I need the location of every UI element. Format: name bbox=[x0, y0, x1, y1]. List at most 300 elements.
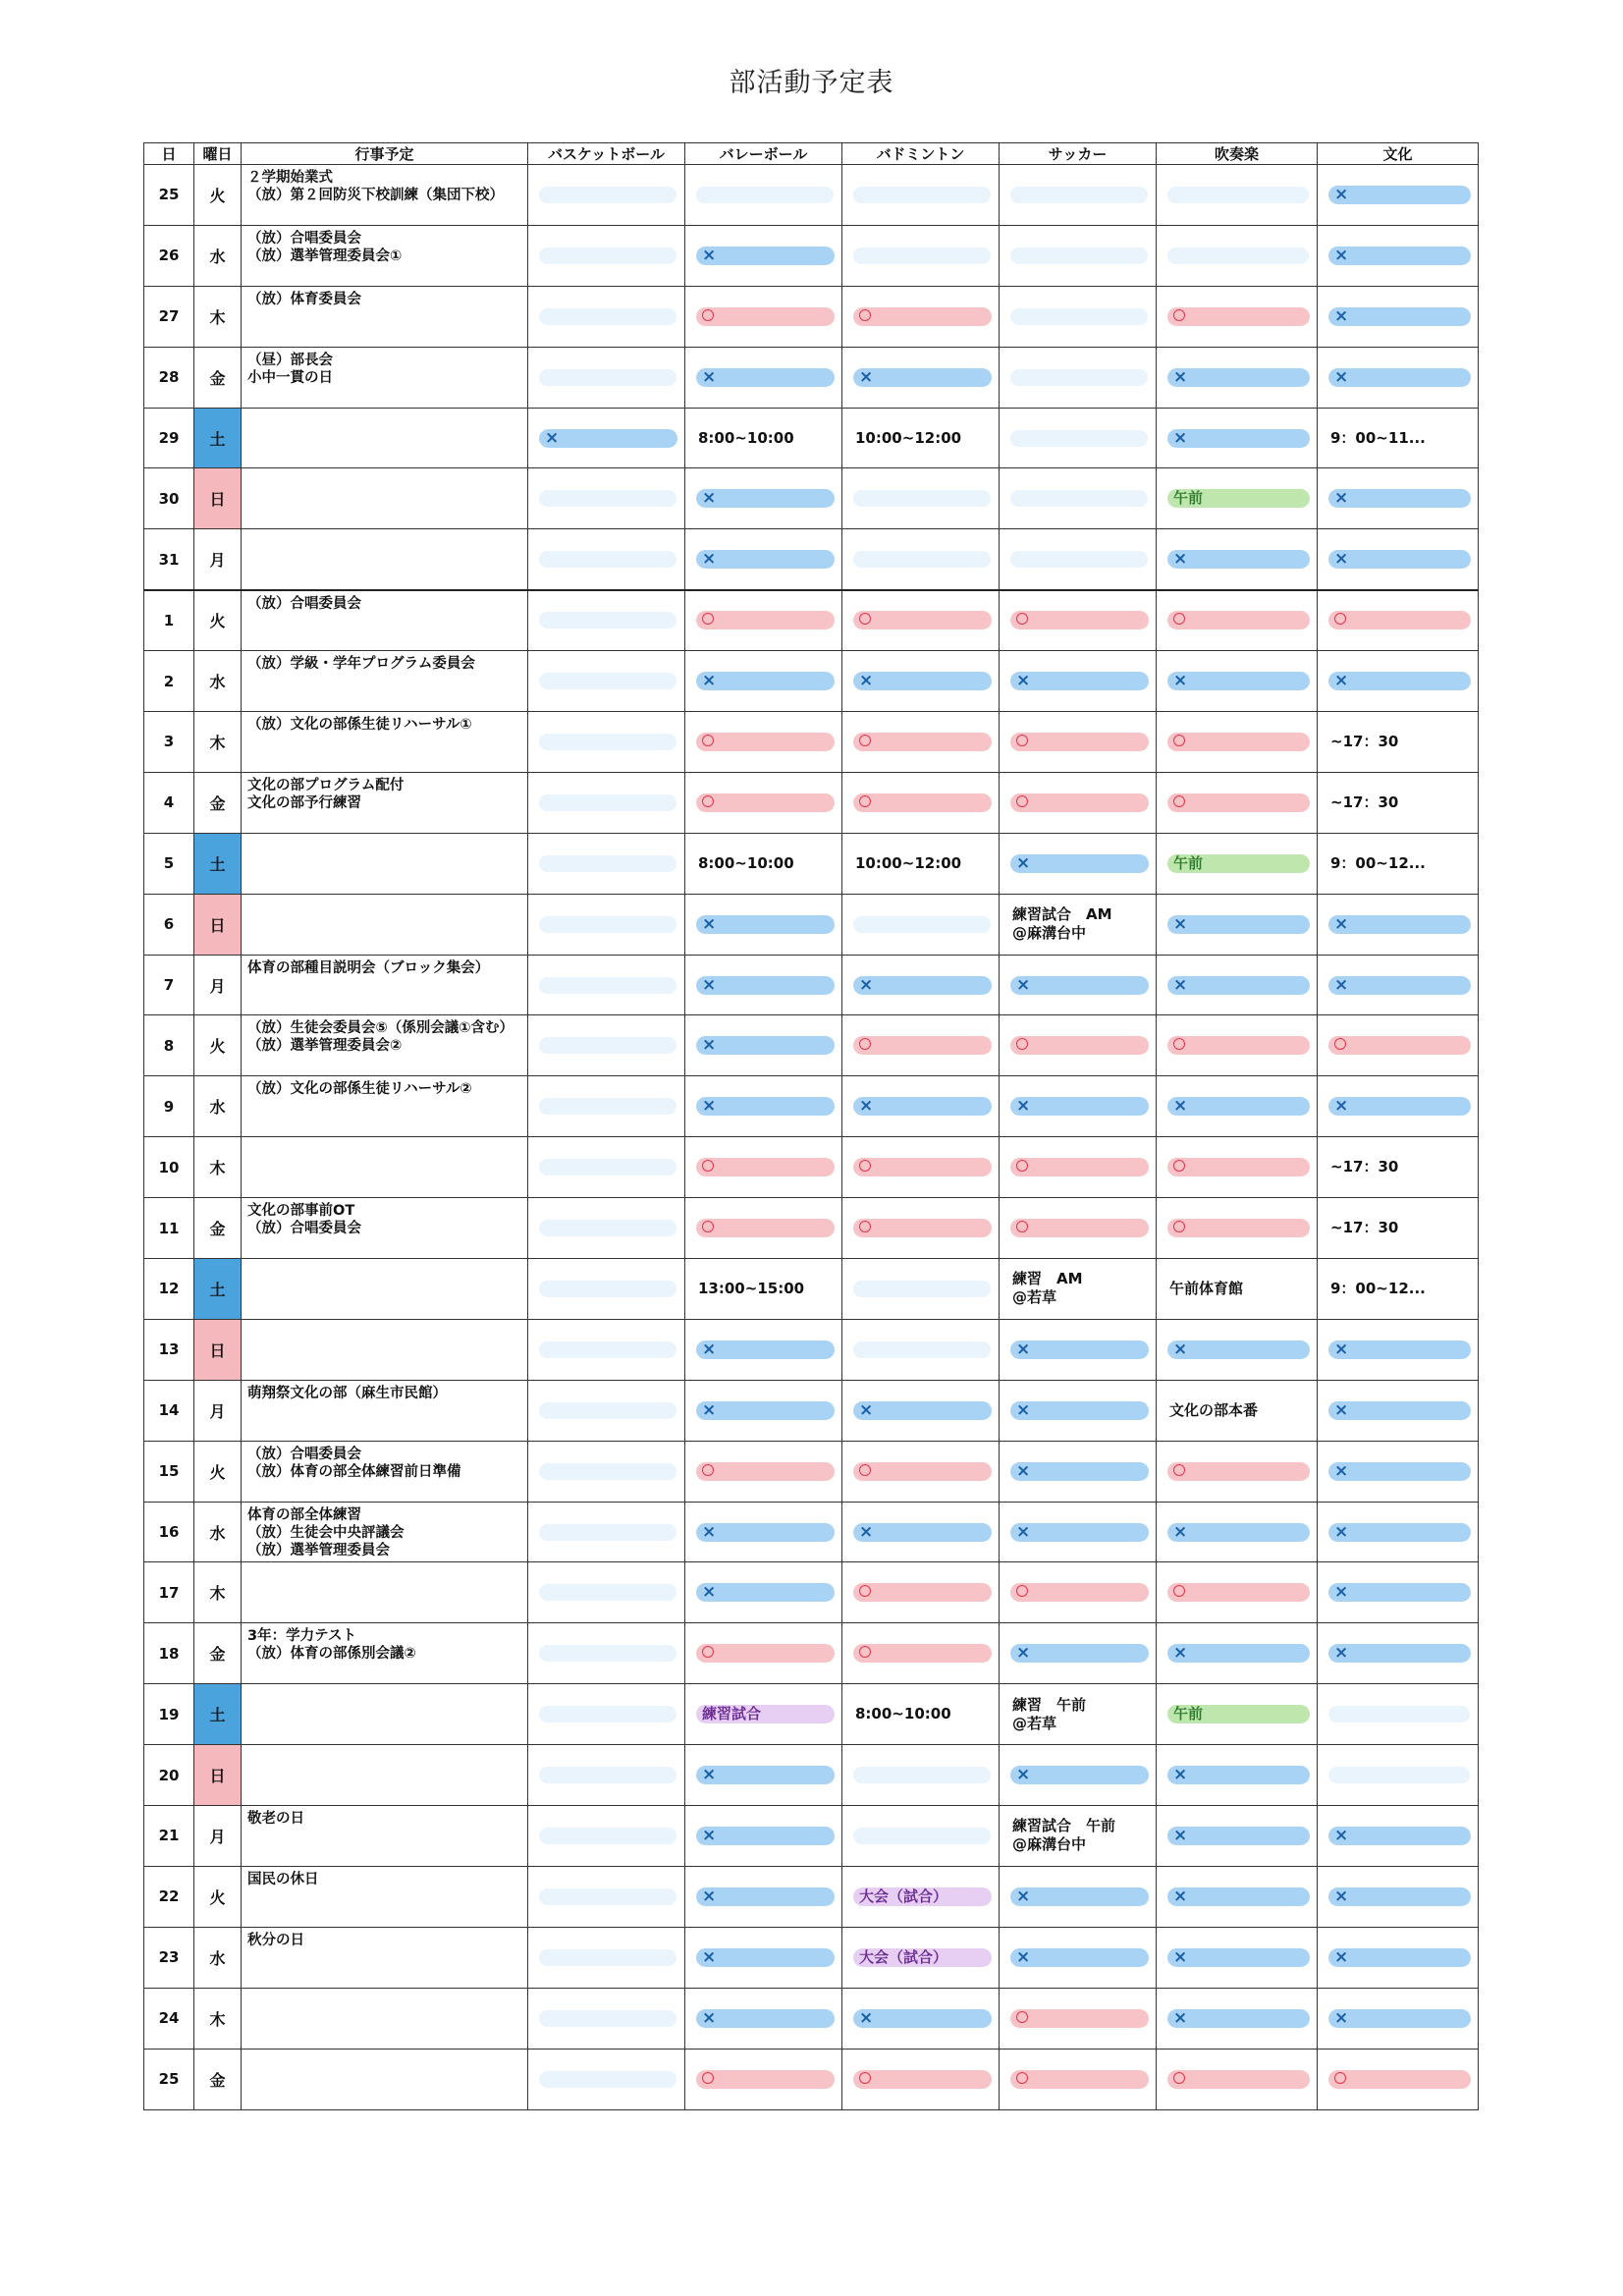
blank-bar bbox=[539, 1037, 676, 1054]
no-activity-mark bbox=[1328, 1401, 1471, 1420]
table-row bbox=[144, 1380, 1479, 1441]
cell-basketball bbox=[528, 165, 685, 226]
cell-soccer bbox=[1000, 590, 1157, 651]
cell-soccer bbox=[1000, 1866, 1157, 1927]
blank-bar bbox=[539, 1645, 676, 1662]
morning-badge: 午前 bbox=[1167, 1705, 1310, 1723]
activity-mark bbox=[696, 1158, 835, 1176]
time-text: 8:00~10:00 bbox=[855, 1705, 951, 1723]
cell-brass-band bbox=[1157, 1319, 1318, 1380]
cell-culture bbox=[1318, 1076, 1479, 1137]
cell-brass-band bbox=[1157, 225, 1318, 286]
cross-icon: × bbox=[1173, 1886, 1188, 1906]
header-soccer: サッカー bbox=[1000, 143, 1157, 165]
events-cell bbox=[242, 529, 528, 590]
cell-basketball bbox=[528, 1745, 685, 1806]
match-badge: 練習試合 bbox=[696, 1705, 835, 1723]
circle-icon bbox=[1016, 1038, 1028, 1050]
cell-culture bbox=[1318, 165, 1479, 226]
cross-icon: × bbox=[1173, 2008, 1188, 2028]
table-row bbox=[144, 1745, 1479, 1806]
cell-basketball bbox=[528, 1502, 685, 1562]
no-activity-mark bbox=[853, 1401, 992, 1420]
cell-soccer bbox=[1000, 1380, 1157, 1441]
blank-bar bbox=[539, 551, 676, 568]
cross-icon: × bbox=[859, 672, 874, 691]
time-text: 9：00~12... bbox=[1330, 1279, 1426, 1297]
blank-bar bbox=[539, 1220, 676, 1236]
table-row bbox=[144, 347, 1479, 408]
cross-icon: × bbox=[702, 246, 717, 265]
events-cell: 体育の部種目説明会（ブロック集会） bbox=[242, 955, 528, 1015]
events-cell: （昼）部長会 小中一貫の日 bbox=[242, 347, 528, 408]
header-brass-band: 吹奏楽 bbox=[1157, 143, 1318, 165]
circle-icon bbox=[1173, 1464, 1185, 1476]
activity-mark bbox=[1010, 611, 1149, 629]
cell-basketball bbox=[528, 1076, 685, 1137]
no-activity-mark bbox=[1328, 489, 1471, 508]
events-cell: （放）学級・学年プログラム委員会 bbox=[242, 651, 528, 712]
blank-bar bbox=[853, 1828, 991, 1844]
cell-basketball bbox=[528, 651, 685, 712]
cell-basketball bbox=[528, 1319, 685, 1380]
activity-mark bbox=[1328, 611, 1471, 629]
table-row bbox=[144, 1927, 1479, 1988]
table-row bbox=[144, 1684, 1479, 1745]
events-cell bbox=[242, 468, 528, 529]
weekday-cell: 木 bbox=[194, 1137, 242, 1198]
cell-volleyball bbox=[685, 286, 842, 347]
cross-icon: × bbox=[1016, 1522, 1031, 1542]
table-row bbox=[144, 894, 1479, 955]
circle-icon bbox=[1173, 2072, 1185, 2084]
weekday-cell: 水 bbox=[194, 1927, 242, 1988]
table-row bbox=[144, 590, 1479, 651]
cell-volleyball bbox=[685, 833, 842, 894]
activity-mark bbox=[1167, 307, 1310, 326]
cell-volleyball bbox=[685, 347, 842, 408]
table-row bbox=[144, 408, 1479, 468]
cell-badminton bbox=[842, 529, 1000, 590]
cell-brass-band bbox=[1157, 529, 1318, 590]
cell-culture bbox=[1318, 408, 1479, 468]
cell-basketball bbox=[528, 772, 685, 833]
no-activity-mark bbox=[1167, 1887, 1310, 1906]
cell-badminton bbox=[842, 468, 1000, 529]
cell-volleyball bbox=[685, 955, 842, 1015]
blank-bar bbox=[539, 490, 676, 507]
cell-badminton bbox=[842, 347, 1000, 408]
cell-culture bbox=[1318, 651, 1479, 712]
cell-soccer bbox=[1000, 1259, 1157, 1320]
blank-bar bbox=[539, 1524, 676, 1541]
cross-icon: × bbox=[1173, 1766, 1188, 1785]
no-activity-mark bbox=[1010, 854, 1149, 873]
blank-bar bbox=[539, 187, 676, 203]
cell-badminton bbox=[842, 408, 1000, 468]
no-activity-mark bbox=[1167, 1827, 1310, 1845]
no-activity-mark bbox=[853, 1097, 992, 1116]
weekday-cell: 金 bbox=[194, 772, 242, 833]
circle-icon bbox=[859, 2072, 871, 2084]
cross-icon: × bbox=[1016, 1766, 1031, 1785]
circle-icon bbox=[1016, 613, 1028, 625]
activity-mark bbox=[853, 611, 992, 629]
cell-basketball bbox=[528, 1806, 685, 1867]
weekday-cell: 土 bbox=[194, 1259, 242, 1320]
no-activity-mark bbox=[1328, 186, 1471, 204]
cell-culture bbox=[1318, 347, 1479, 408]
cell-volleyball bbox=[685, 529, 842, 590]
weekday-cell: 金 bbox=[194, 1623, 242, 1684]
cross-icon: × bbox=[1334, 1097, 1349, 1117]
cross-icon: × bbox=[1016, 975, 1031, 995]
weekday-cell: 土 bbox=[194, 408, 242, 468]
cross-icon: × bbox=[702, 1947, 717, 1967]
cross-icon: × bbox=[1173, 550, 1188, 570]
activity-mark bbox=[1167, 1583, 1310, 1602]
cell-brass-band bbox=[1157, 1745, 1318, 1806]
activity-mark bbox=[696, 611, 835, 629]
cell-soccer bbox=[1000, 1745, 1157, 1806]
table-row bbox=[144, 1198, 1479, 1259]
weekday-cell: 日 bbox=[194, 1319, 242, 1380]
cross-icon: × bbox=[1173, 428, 1188, 448]
cross-icon: × bbox=[859, 2008, 874, 2028]
weekday-cell: 水 bbox=[194, 651, 242, 712]
schedule-body bbox=[144, 165, 1479, 2110]
cell-culture bbox=[1318, 833, 1479, 894]
cell-soccer bbox=[1000, 1076, 1157, 1137]
cell-soccer bbox=[1000, 1806, 1157, 1867]
cross-icon: × bbox=[1173, 1522, 1188, 1542]
no-activity-mark bbox=[1328, 1523, 1471, 1542]
no-activity-mark bbox=[696, 1827, 835, 1845]
blank-bar bbox=[539, 734, 676, 750]
cell-culture bbox=[1318, 955, 1479, 1015]
cell-badminton bbox=[842, 1623, 1000, 1684]
time-text: 午前体育館 bbox=[1169, 1279, 1244, 1297]
cross-icon: × bbox=[702, 1583, 717, 1603]
no-activity-mark bbox=[1167, 368, 1310, 387]
cell-culture bbox=[1318, 468, 1479, 529]
cell-culture bbox=[1318, 1137, 1479, 1198]
weekday-cell: 月 bbox=[194, 955, 242, 1015]
cross-icon: × bbox=[1016, 853, 1031, 873]
circle-icon bbox=[1173, 613, 1185, 625]
date-cell: 7 bbox=[144, 955, 194, 1015]
cross-icon: × bbox=[702, 1097, 717, 1117]
cell-badminton bbox=[842, 286, 1000, 347]
no-activity-mark bbox=[1328, 976, 1471, 995]
cell-basketball bbox=[528, 1562, 685, 1623]
cell-brass-band bbox=[1157, 2049, 1318, 2109]
cell-volleyball bbox=[685, 1198, 842, 1259]
date-cell: 11 bbox=[144, 1198, 194, 1259]
no-activity-mark bbox=[1010, 1462, 1149, 1481]
activity-mark bbox=[1167, 2070, 1310, 2089]
cross-icon: × bbox=[1334, 1400, 1349, 1420]
cross-icon: × bbox=[1334, 672, 1349, 691]
cell-volleyball bbox=[685, 1806, 842, 1867]
activity-mark bbox=[696, 793, 835, 812]
cell-volleyball bbox=[685, 1319, 842, 1380]
table-row bbox=[144, 1502, 1479, 1562]
blank-bar bbox=[853, 187, 991, 203]
cell-badminton bbox=[842, 1806, 1000, 1867]
cell-brass-band bbox=[1157, 1684, 1318, 1745]
no-activity-mark bbox=[696, 915, 835, 934]
date-cell: 16 bbox=[144, 1502, 194, 1562]
cell-volleyball bbox=[685, 1988, 842, 2049]
cross-icon: × bbox=[1016, 1461, 1031, 1481]
cross-icon: × bbox=[702, 1826, 717, 1845]
circle-icon bbox=[859, 1038, 871, 1050]
activity-mark bbox=[853, 1219, 992, 1237]
cell-basketball bbox=[528, 1198, 685, 1259]
time-text: 練習試合 午前 @麻溝台中 bbox=[1012, 1817, 1116, 1854]
blank-bar bbox=[539, 1767, 676, 1783]
activity-mark bbox=[1010, 2070, 1149, 2089]
cell-badminton bbox=[842, 1562, 1000, 1623]
blank-bar bbox=[1010, 551, 1148, 568]
events-cell: （放）文化の部係生徒リハーサル② bbox=[242, 1076, 528, 1137]
match-badge: 大会（試合） bbox=[853, 1948, 992, 1967]
cross-icon: × bbox=[1334, 367, 1349, 387]
cross-icon: × bbox=[545, 428, 560, 448]
blank-bar bbox=[1010, 308, 1148, 325]
table-row bbox=[144, 2049, 1479, 2109]
activity-mark bbox=[1167, 1462, 1310, 1481]
cross-icon: × bbox=[1016, 1886, 1031, 1906]
events-cell: （放）生徒会委員会⑤（係別会議①含む） （放）選挙管理委員会② bbox=[242, 1015, 528, 1076]
date-cell: 1 bbox=[144, 590, 194, 651]
events-cell bbox=[242, 408, 528, 468]
cross-icon: × bbox=[1334, 2008, 1349, 2028]
no-activity-mark bbox=[1010, 1887, 1149, 1906]
no-activity-mark bbox=[1167, 1340, 1310, 1359]
no-activity-mark bbox=[853, 672, 992, 690]
date-cell: 25 bbox=[144, 2049, 194, 2109]
cell-soccer bbox=[1000, 1502, 1157, 1562]
time-text: 13:00~15:00 bbox=[698, 1279, 805, 1297]
activity-mark bbox=[1328, 1036, 1471, 1055]
cell-badminton bbox=[842, 1502, 1000, 1562]
weekday-cell: 水 bbox=[194, 1076, 242, 1137]
cell-badminton bbox=[842, 2049, 1000, 2109]
date-cell: 27 bbox=[144, 286, 194, 347]
cell-culture bbox=[1318, 1745, 1479, 1806]
table-row bbox=[144, 1441, 1479, 1502]
circle-icon bbox=[702, 735, 714, 746]
cell-culture bbox=[1318, 529, 1479, 590]
no-activity-mark bbox=[696, 976, 835, 995]
blank-bar bbox=[853, 247, 991, 264]
time-text: 8:00~10:00 bbox=[698, 853, 794, 872]
blank-bar bbox=[853, 1767, 991, 1783]
table-row bbox=[144, 165, 1479, 226]
time-text: ~17：30 bbox=[1330, 1158, 1399, 1176]
cell-brass-band bbox=[1157, 347, 1318, 408]
date-cell: 9 bbox=[144, 1076, 194, 1137]
no-activity-mark bbox=[1328, 1340, 1471, 1359]
header-weekday: 曜日 bbox=[194, 143, 242, 165]
cross-icon: × bbox=[702, 914, 717, 934]
cell-soccer bbox=[1000, 225, 1157, 286]
blank-bar bbox=[853, 551, 991, 568]
table-row bbox=[144, 1137, 1479, 1198]
blank-bar bbox=[853, 1341, 991, 1358]
cell-volleyball bbox=[685, 1927, 842, 1988]
weekday-cell: 金 bbox=[194, 2049, 242, 2109]
date-cell: 22 bbox=[144, 1866, 194, 1927]
no-activity-mark bbox=[696, 1401, 835, 1420]
cross-icon: × bbox=[1016, 1339, 1031, 1359]
events-cell bbox=[242, 1259, 528, 1320]
date-cell: 25 bbox=[144, 165, 194, 226]
cross-icon: × bbox=[1016, 1947, 1031, 1967]
cell-culture bbox=[1318, 286, 1479, 347]
cross-icon: × bbox=[1173, 367, 1188, 387]
cell-basketball bbox=[528, 2049, 685, 2109]
cell-brass-band bbox=[1157, 1259, 1318, 1320]
cross-icon: × bbox=[1334, 1522, 1349, 1542]
blank-bar bbox=[853, 916, 991, 933]
no-activity-mark bbox=[696, 1766, 835, 1784]
header-day: 日 bbox=[144, 143, 194, 165]
weekday-cell: 月 bbox=[194, 529, 242, 590]
time-text: 9：00~11... bbox=[1330, 428, 1426, 447]
cell-basketball bbox=[528, 468, 685, 529]
activity-mark bbox=[696, 2070, 835, 2089]
blank-bar bbox=[539, 2071, 676, 2088]
no-activity-mark bbox=[1328, 368, 1471, 387]
activity-mark bbox=[1010, 1583, 1149, 1602]
cross-icon: × bbox=[702, 1036, 717, 1056]
club-schedule-table bbox=[143, 142, 1479, 2110]
cell-brass-band bbox=[1157, 833, 1318, 894]
cell-culture bbox=[1318, 1015, 1479, 1076]
cell-volleyball bbox=[685, 165, 842, 226]
cell-basketball bbox=[528, 1015, 685, 1076]
cross-icon: × bbox=[702, 1400, 717, 1420]
cell-brass-band bbox=[1157, 1927, 1318, 1988]
cross-icon: × bbox=[1334, 975, 1349, 995]
no-activity-mark bbox=[696, 1523, 835, 1542]
cell-badminton bbox=[842, 1319, 1000, 1380]
time-text: 練習試合 AM @麻溝台中 bbox=[1012, 905, 1112, 943]
activity-mark bbox=[1167, 733, 1310, 751]
no-activity-mark bbox=[696, 368, 835, 387]
table-row bbox=[144, 1623, 1479, 1684]
blank-bar bbox=[539, 1463, 676, 1480]
no-activity-mark bbox=[1328, 1887, 1471, 1906]
activity-mark bbox=[696, 733, 835, 751]
header-volleyball: バレーボール bbox=[685, 143, 842, 165]
cell-soccer bbox=[1000, 1015, 1157, 1076]
activity-mark bbox=[853, 1036, 992, 1055]
cell-badminton bbox=[842, 165, 1000, 226]
table-row bbox=[144, 1259, 1479, 1320]
circle-icon bbox=[1173, 309, 1185, 321]
cell-soccer bbox=[1000, 712, 1157, 773]
cell-culture bbox=[1318, 1866, 1479, 1927]
no-activity-mark bbox=[1010, 1644, 1149, 1663]
circle-icon bbox=[859, 1464, 871, 1476]
blank-bar bbox=[539, 2010, 676, 2027]
cross-icon: × bbox=[859, 1522, 874, 1542]
cell-basketball bbox=[528, 1866, 685, 1927]
events-cell: 秋分の日 bbox=[242, 1927, 528, 1988]
blank-bar bbox=[853, 1281, 991, 1297]
cell-basketball bbox=[528, 1137, 685, 1198]
cell-volleyball bbox=[685, 1137, 842, 1198]
cell-culture bbox=[1318, 894, 1479, 955]
cell-soccer bbox=[1000, 1137, 1157, 1198]
date-cell: 8 bbox=[144, 1015, 194, 1076]
table-row bbox=[144, 1806, 1479, 1867]
no-activity-mark bbox=[696, 1887, 835, 1906]
no-activity-mark bbox=[696, 672, 835, 690]
time-text: 10:00~12:00 bbox=[855, 428, 962, 447]
cross-icon: × bbox=[1173, 1097, 1188, 1117]
cross-icon: × bbox=[1334, 1583, 1349, 1603]
cell-brass-band bbox=[1157, 1076, 1318, 1137]
cross-icon: × bbox=[702, 1766, 717, 1785]
table-row bbox=[144, 1562, 1479, 1623]
no-activity-mark bbox=[1010, 976, 1149, 995]
circle-icon bbox=[859, 309, 871, 321]
events-cell bbox=[242, 1684, 528, 1745]
header-culture: 文化 bbox=[1318, 143, 1479, 165]
cross-icon: × bbox=[1173, 672, 1188, 691]
cell-basketball bbox=[528, 894, 685, 955]
time-text: 練習 AM @若草 bbox=[1012, 1270, 1083, 1307]
events-cell bbox=[242, 1988, 528, 2049]
cross-icon: × bbox=[702, 550, 717, 570]
cell-volleyball bbox=[685, 651, 842, 712]
cell-culture bbox=[1318, 1623, 1479, 1684]
cell-culture bbox=[1318, 1502, 1479, 1562]
events-cell: 敬老の日 bbox=[242, 1806, 528, 1867]
no-activity-mark bbox=[696, 246, 835, 265]
date-cell: 14 bbox=[144, 1380, 194, 1441]
cell-soccer bbox=[1000, 955, 1157, 1015]
activity-mark bbox=[853, 1644, 992, 1663]
no-activity-mark bbox=[696, 1097, 835, 1116]
circle-icon bbox=[702, 613, 714, 625]
cell-brass-band bbox=[1157, 772, 1318, 833]
cell-basketball bbox=[528, 1988, 685, 2049]
cell-culture bbox=[1318, 1806, 1479, 1867]
cell-soccer bbox=[1000, 347, 1157, 408]
date-cell: 4 bbox=[144, 772, 194, 833]
cell-volleyball bbox=[685, 2049, 842, 2109]
activity-mark bbox=[1010, 1158, 1149, 1176]
cross-icon: × bbox=[1173, 914, 1188, 934]
no-activity-mark bbox=[696, 1583, 835, 1602]
cross-icon: × bbox=[859, 975, 874, 995]
cell-culture bbox=[1318, 1198, 1479, 1259]
cross-icon: × bbox=[1334, 1339, 1349, 1359]
events-cell: 文化の部事前OT （放）合唱委員会 bbox=[242, 1198, 528, 1259]
cell-brass-band bbox=[1157, 1015, 1318, 1076]
circle-icon bbox=[1016, 795, 1028, 807]
weekday-cell: 月 bbox=[194, 1806, 242, 1867]
blank-bar bbox=[539, 1098, 676, 1115]
cross-icon: × bbox=[1173, 1644, 1188, 1664]
no-activity-mark bbox=[1167, 1948, 1310, 1967]
